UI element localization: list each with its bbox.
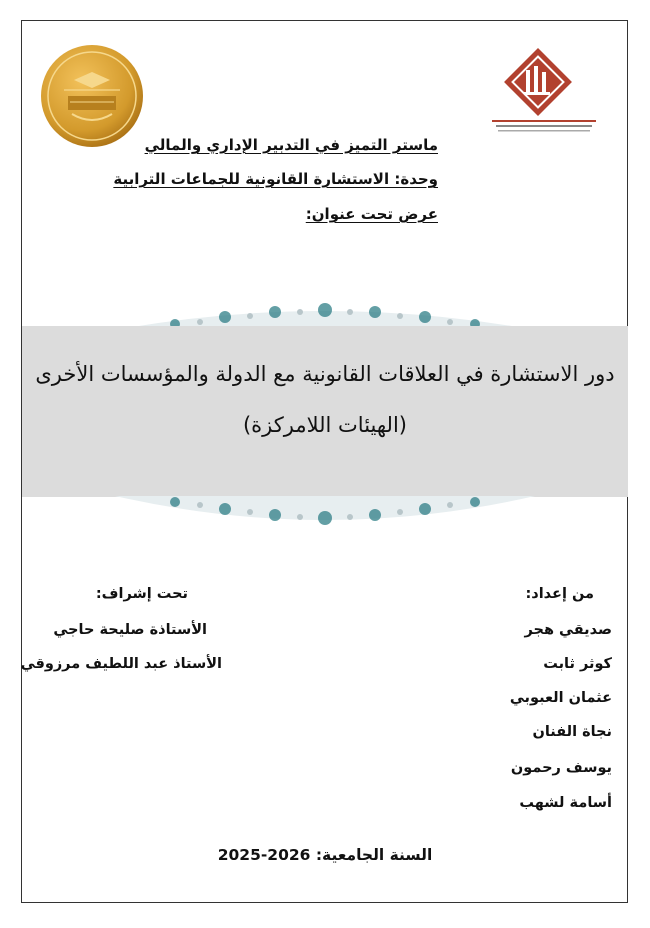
student-name: نجاة الفنان xyxy=(532,724,612,740)
title-band xyxy=(22,326,628,497)
main-title: دور الاستشارة في العلاقات القانونية مع الدولة والمؤسسات الأخرى xyxy=(35,362,615,386)
student-name: عثمان العبوبي xyxy=(509,690,612,706)
main-subtitle: (الهيئات اللامركزة) xyxy=(242,413,407,437)
academic-year xyxy=(0,846,650,864)
program-title: ماستر التميز في التدبير الإداري والمالي xyxy=(144,136,438,154)
presentation-label: عرض تحت عنوان: xyxy=(305,205,438,223)
module-title: وحدة: الاستشارة القانونية للجماعات الترابية xyxy=(113,170,438,188)
gold-seal-emblem-icon xyxy=(40,44,144,148)
prepared-by-label: من إعداد: xyxy=(525,586,594,602)
supervisor-name: الأستاذ عبد اللطيف مرزوقي xyxy=(20,656,222,672)
student-name: أسامة لشهب xyxy=(519,795,612,811)
supervisor-name: الأستاذة صليحة حاجي xyxy=(53,622,207,638)
student-name: صديقي هجر xyxy=(524,622,612,638)
academic-year-value: 2025-2026 xyxy=(217,846,311,864)
student-name: كوثر ثابت xyxy=(543,656,612,672)
supervision-label: تحت إشراف: xyxy=(95,586,188,602)
student-name: يوسف رحمون xyxy=(510,760,612,776)
faculty-logo-icon xyxy=(488,44,600,136)
academic-year-label: السنة الجامعية: xyxy=(315,846,433,864)
ornament-bottom xyxy=(115,496,535,532)
